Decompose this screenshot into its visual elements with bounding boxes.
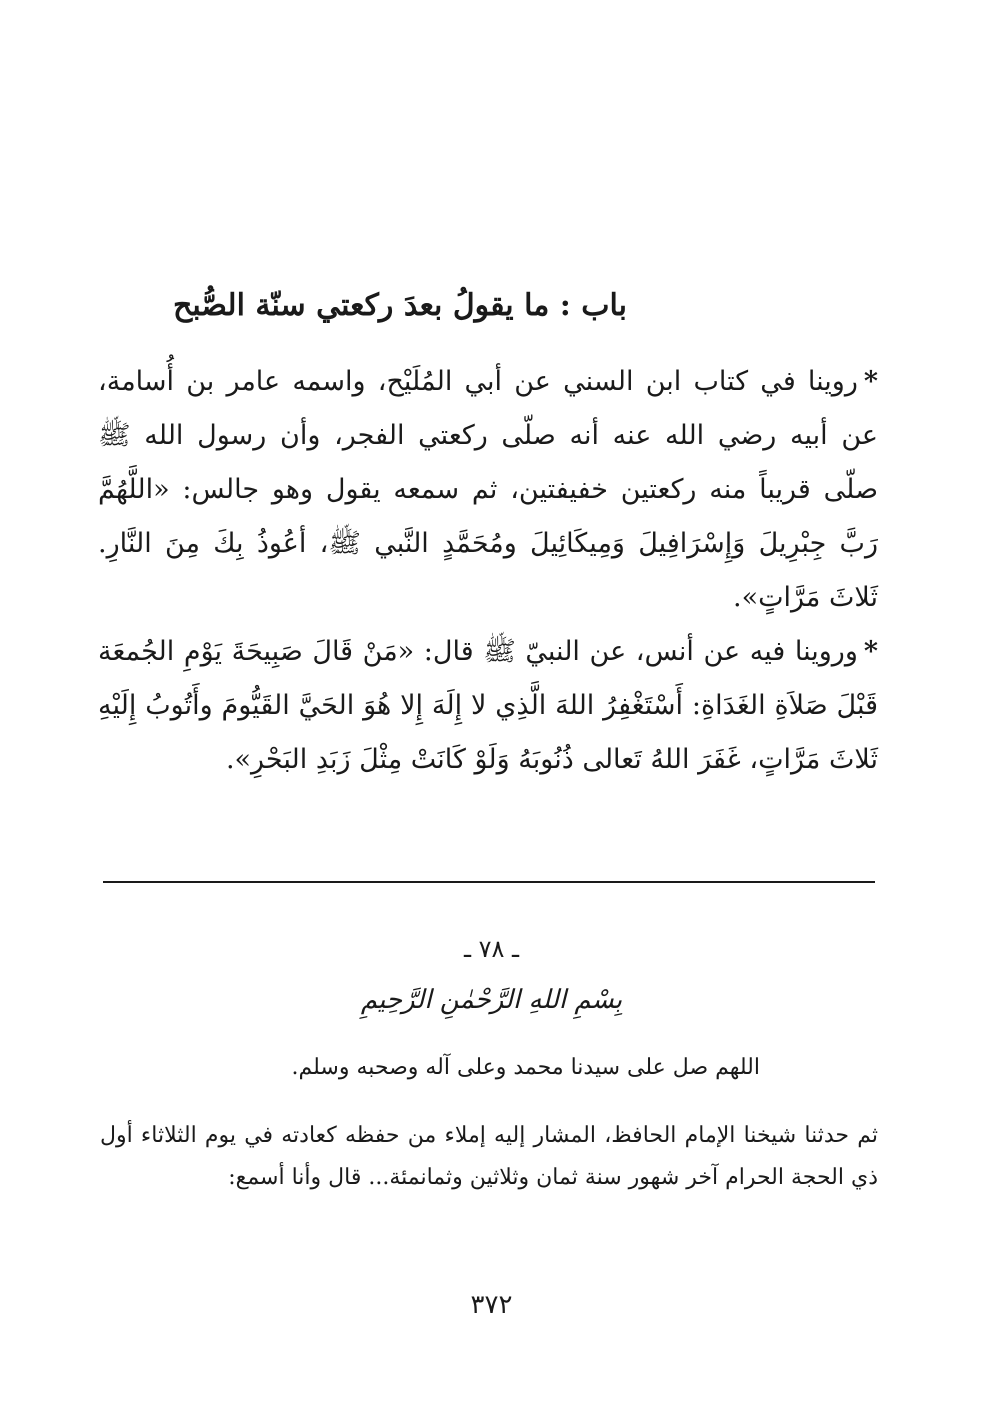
main-text-body bbox=[98, 355, 878, 787]
basmala: بِسْمِ اللهِ الرَّحْمٰنِ الرَّحِيمِ bbox=[360, 985, 623, 1015]
paragraph-anas bbox=[98, 625, 878, 787]
chapter-title: باب : ما يقولُ بعدَ ركعتي سنّة الصُّبح bbox=[173, 288, 627, 323]
majlis-number: ـ ٧٨ ـ bbox=[463, 935, 520, 963]
asterisk-marker: * bbox=[863, 636, 878, 667]
paragraph-text: وروينا فيه عن أنس، عن النبيّ ﷺ قال: «مَنْ قَالَ صَبِيحَةَ يَوْمِ الجُمعَة قَبْلَ صَلاَةِ الغَدَاةِ: أَسْتَغْفِرُ اللهَ الَّذِي لا إِلَهَ إِلا هُوَ الحَيَّ القَيُّومَ وأَتُوبُ إِلَيْهِ ثَلاثَ مَرَّاتٍ، غَفَرَ اللهُ تَعالى ذُنُوبَهُ وَلَوْ كَانَتْ مِثْلَ زَبَدِ البَحْرِ». bbox=[98, 636, 878, 775]
salat-line: اللهم صل على سيدنا محمد وعلى آله وصحبه وسلم. bbox=[291, 1055, 760, 1080]
majlis-intro bbox=[100, 1115, 878, 1199]
asterisk-marker: * bbox=[863, 366, 878, 397]
paragraph-ibn-sunni bbox=[98, 355, 878, 625]
paragraph-text: روينا في كتاب ابن السني عن أبي المُلَيْح، واسمه عامر بن أُسامة، عن أبيه رضي الله عنه أنه صلّى ركعتي الفجر، وأن رسول الله ﷺ صلّى قريباً منه ركعتين خفيفتين، ثم سمعه يقول وهو جالس: «اللَّهُمَّ رَبَّ جِبْرِيلَ وَإِسْرَافِيلَ وَمِيكَائِيلَ ومُحَمَّدٍ النَّبي ﷺ، أعُوذُ بِكَ مِنَ النَّارِ. ثَلاثَ مَرَّاتٍ». bbox=[98, 366, 878, 613]
page-number: ٣٧٢ bbox=[470, 1290, 513, 1320]
intro-paragraph: ثم حدثنا شيخنا الإمام الحافظ، المشار إليه إملاء من حفظه كعادته في يوم الثلاثاء أول ذي الحجة الحرام آخر شهور سنة ثمان وثلاثين وثمانمئة... قال وأنا أسمع: bbox=[100, 1123, 878, 1190]
section-divider bbox=[103, 881, 875, 883]
